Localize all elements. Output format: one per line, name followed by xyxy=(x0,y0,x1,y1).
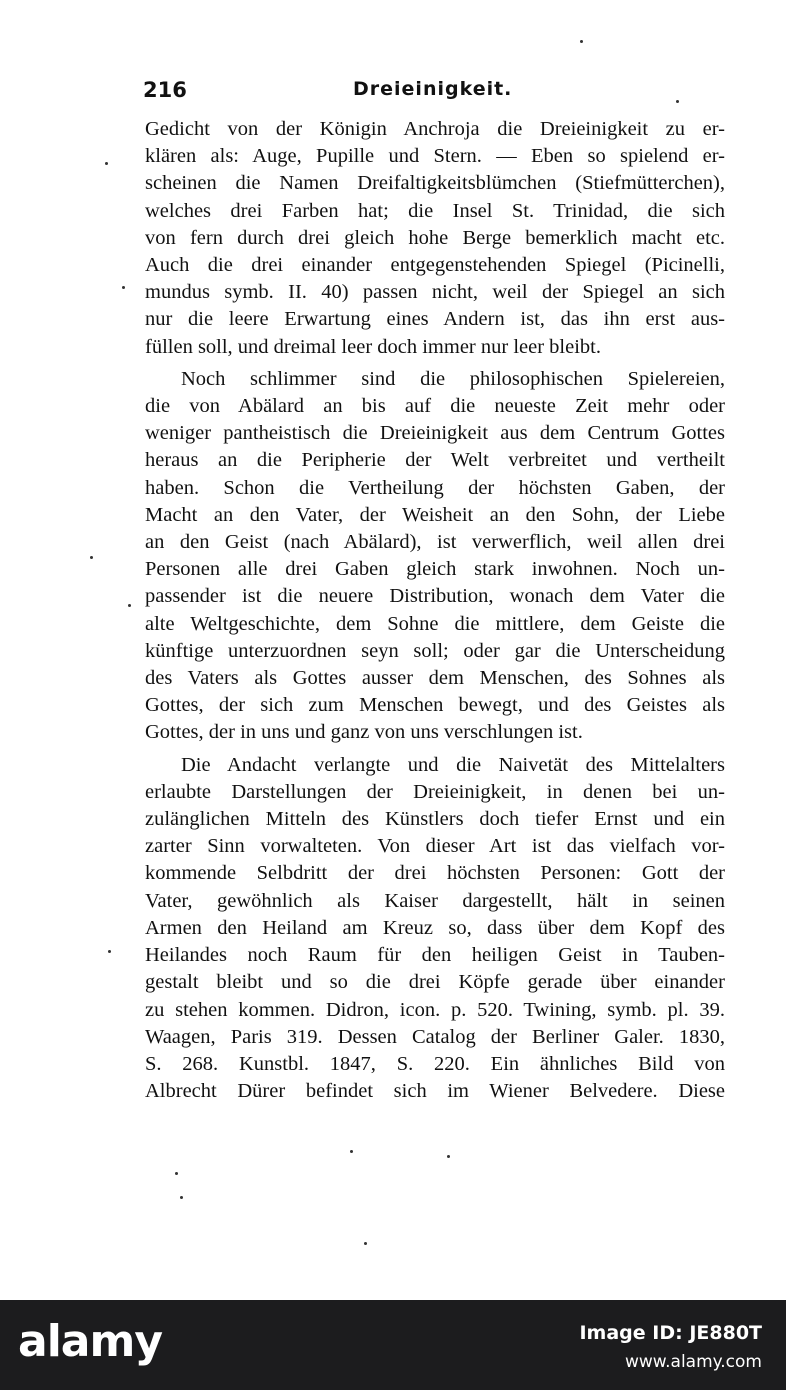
text-line: zulänglichen Mitteln des Künstlers doch tiefer Ernst und ein xyxy=(145,808,725,831)
text-line: passender ist die neuere Distribution, wonach dem Vater die xyxy=(145,585,725,608)
scan-speck xyxy=(122,286,125,289)
scan-speck xyxy=(676,100,679,103)
body-text xyxy=(145,116,725,1110)
image-id-label: Image ID: JE880T xyxy=(579,1322,762,1344)
page-number: 216 xyxy=(143,78,187,102)
text-line: welches drei Farben hat; die Insel St. Trinidad, die sich xyxy=(145,199,725,222)
scan-speck xyxy=(364,1242,367,1245)
scan-speck xyxy=(105,162,108,165)
watermark-meta xyxy=(579,1322,762,1372)
scan-speck xyxy=(447,1155,450,1158)
scan-speck xyxy=(350,1150,353,1153)
text-line: künftige unterzuordnen seyn soll; oder gar die Unterscheidung xyxy=(145,639,725,662)
text-line: Armen den Heiland am Kreuz so, dass über dem Kopf des xyxy=(145,916,725,939)
page-header xyxy=(143,78,723,108)
text-line: S. 268. Kunstbl. 1847, S. 220. Ein ähnliches Bild von xyxy=(145,1052,725,1075)
scan-speck xyxy=(180,1196,183,1199)
text-line: Gottes, der sich zum Menschen bewegt, und des Geistes als xyxy=(145,694,725,717)
scan-speck xyxy=(90,556,93,559)
text-line: gestalt bleibt und so die drei Köpfe gerade über einander xyxy=(145,971,725,994)
watermark-bar xyxy=(0,1300,786,1390)
text-line: Waagen, Paris 319. Dessen Catalog der Berliner Galer. 1830, xyxy=(145,1025,725,1048)
text-line: nur die leere Erwartung eines Andern ist, das ihn erst aus- xyxy=(145,308,725,331)
text-line: zarter Sinn vorwalteten. Von dieser Art ist das vielfach vor- xyxy=(145,835,725,858)
text-line: füllen soll, und dreimal leer doch immer nur leer bleibt. xyxy=(145,335,601,358)
text-line: Gottes, der in uns und ganz von uns verschlungen ist. xyxy=(145,721,583,744)
text-line: Gedicht von der Königin Anchroja die Dreieinigkeit zu er- xyxy=(145,118,725,140)
text-line: klären als: Auge, Pupille und Stern. — Eben so spielend er- xyxy=(145,145,725,168)
text-line: weniger pantheistisch die Dreieinigkeit aus dem Centrum Gottes xyxy=(145,422,725,445)
text-line: Heilandes noch Raum für den heiligen Geist in Tauben- xyxy=(145,944,725,967)
scan-speck xyxy=(580,40,583,43)
alamy-logo: alamy xyxy=(18,1316,162,1367)
text-line: Personen alle drei Gaben gleich stark inwohnen. Noch un- xyxy=(145,558,725,581)
paragraph-3 xyxy=(145,752,725,1106)
text-line: alte Weltgeschichte, dem Sohne die mittlere, dem Geiste die xyxy=(145,612,725,635)
text-line: Noch schlimmer sind die philosophischen Spielereien, xyxy=(181,367,725,390)
text-line: haben. Schon die Vertheilung der höchsten Gaben, der xyxy=(145,476,725,499)
scan-speck xyxy=(128,604,131,607)
text-line: scheinen die Namen Dreifaltigkeitsblümchen (Stiefmütterchen), xyxy=(145,172,725,195)
text-line: Macht an den Vater, der Weisheit an den Sohn, der Liebe xyxy=(145,503,725,526)
text-line: Die Andacht verlangte und die Naivetät des Mittelalters xyxy=(181,753,725,776)
text-line: kommende Selbdritt der drei höchsten Personen: Gott der xyxy=(145,862,725,885)
text-line: an den Geist (nach Abälard), ist verwerflich, weil allen drei xyxy=(145,531,725,554)
scan-speck xyxy=(175,1172,178,1175)
text-line: die von Abälard an bis auf die neueste Zeit mehr oder xyxy=(145,395,725,418)
scan-speck xyxy=(108,950,111,953)
paragraph-2 xyxy=(145,366,725,747)
text-line: Albrecht Dürer befindet sich im Wiener Belvedere. Diese xyxy=(145,1080,725,1103)
text-line: Auch die drei einander entgegenstehenden Spiegel (Picinelli, xyxy=(145,254,725,277)
text-line: heraus an die Peripherie der Welt verbreitet und vertheilt xyxy=(145,449,725,472)
text-line: von fern durch drei gleich hohe Berge bemerklich macht etc. xyxy=(145,226,725,249)
site-url: www.alamy.com xyxy=(624,1352,762,1372)
text-line: Vater, gewöhnlich als Kaiser dargestellt, hält in seinen xyxy=(145,889,725,912)
text-line: mundus symb. II. 40) passen nicht, weil der Spiegel an sich xyxy=(145,281,725,304)
text-line: erlaubte Darstellungen der Dreieinigkeit, in denen bei un- xyxy=(145,780,725,803)
paragraph-1 xyxy=(145,116,725,361)
text-line: des Vaters als Gottes ausser dem Menschen, des Sohnes als xyxy=(145,667,725,690)
running-head: Dreieinigkeit. xyxy=(353,78,513,100)
text-line: zu stehen kommen. Didron, icon. p. 520. Twining, symb. pl. 39. xyxy=(145,998,725,1021)
